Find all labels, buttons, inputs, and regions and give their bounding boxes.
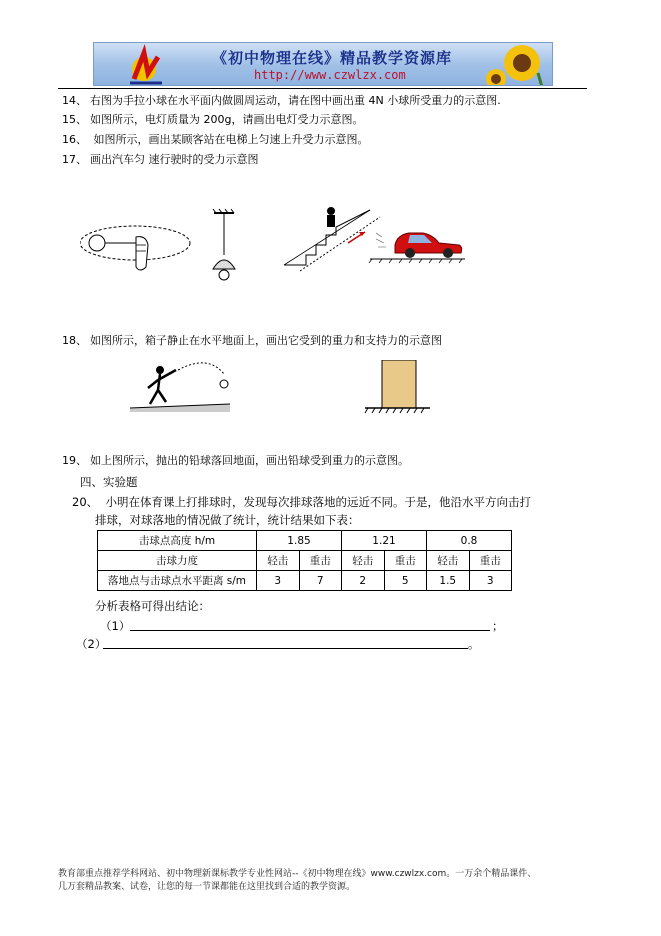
conclusion-2-answer-line[interactable] bbox=[103, 648, 468, 649]
table-cell: 1.21 bbox=[342, 531, 427, 551]
table-cell: 3 bbox=[257, 571, 300, 591]
table-cell: 5 bbox=[384, 571, 427, 591]
hanging-lamp-figure bbox=[213, 209, 235, 280]
shot-put-figure bbox=[130, 363, 230, 412]
header-rule bbox=[58, 88, 587, 89]
footer-line-1: 教育部重点推荐学科网站、初中物理新课标教学专业性网站--《初中物理在线》www.czwlzx.com。一万余个精品课件、 bbox=[58, 869, 537, 879]
table-cell: 0.8 bbox=[427, 531, 512, 551]
table-row bbox=[98, 571, 512, 591]
question-number: 14、 bbox=[62, 94, 87, 107]
conclusion-1-end: ； bbox=[492, 619, 504, 633]
question-number: 20、 bbox=[72, 495, 99, 509]
question-17 bbox=[62, 153, 259, 167]
question-number: 15、 bbox=[62, 113, 87, 126]
table-cell: 轻击 bbox=[342, 551, 385, 571]
escalator-figure bbox=[284, 207, 380, 271]
section-title: 四、实验题 bbox=[80, 475, 138, 489]
conclusion-1-answer-line[interactable] bbox=[130, 630, 490, 631]
header-banner bbox=[93, 42, 553, 86]
table-cell: 1.5 bbox=[427, 571, 470, 591]
experiment-line-2: 排球，对球落地的情况做了统计，统计结果如下表： bbox=[95, 513, 360, 527]
car-figure bbox=[369, 233, 465, 263]
table-cell: 重击 bbox=[299, 551, 342, 571]
table-row bbox=[98, 551, 512, 571]
experiment-line-1 bbox=[72, 494, 531, 510]
table-cell: 2 bbox=[342, 571, 385, 591]
question-number: 19、 bbox=[62, 454, 87, 467]
question-14 bbox=[62, 94, 501, 108]
table-cell: 落地点与击球点水平距离 s/m bbox=[98, 571, 257, 591]
question-19 bbox=[62, 454, 409, 468]
box-on-ground-figure bbox=[365, 360, 430, 413]
experiment-table bbox=[97, 530, 512, 591]
figures-row-1 bbox=[80, 205, 480, 295]
figures-row-2 bbox=[120, 360, 430, 420]
table-row bbox=[98, 531, 512, 551]
table-cell: 击球点高度 h/m bbox=[98, 531, 257, 551]
question-text: 如图所示，箱子静止在水平地面上，画出它受到的重力和支持力的示意图 bbox=[90, 334, 442, 347]
site-logo-icon bbox=[122, 43, 182, 86]
sunflower-icon bbox=[482, 43, 552, 86]
question-text: 如图所示，电灯质量为 200g，请画出电灯受力示意图。 bbox=[90, 113, 364, 126]
question-18 bbox=[62, 334, 442, 348]
banner-title: 《初中物理在线》精品教学资源库 bbox=[212, 49, 453, 67]
table-cell: 1.85 bbox=[257, 531, 342, 551]
table-cell: 7 bbox=[299, 571, 342, 591]
question-text: 如上图所示，抛出的铅球落回地面，画出铅球受到重力的示意图。 bbox=[90, 454, 409, 467]
question-16 bbox=[62, 133, 369, 147]
question-text: 如图所示，画出某顾客站在电梯上匀速上升受力示意图。 bbox=[90, 133, 369, 146]
question-text: 右图为手拉小球在水平面内做圆周运动，请在图中画出重 4N 小球所受重力的示意图. bbox=[90, 94, 501, 107]
question-15 bbox=[62, 113, 363, 127]
table-cell: 重击 bbox=[384, 551, 427, 571]
table-cell: 重击 bbox=[469, 551, 512, 571]
experiment-text: 小明在体育课上打排球时，发现每次排球落地的远近不同。于是，他沿水平方向击打 bbox=[105, 495, 531, 509]
conclusion-1-label: （1） bbox=[100, 619, 131, 633]
circular-motion-figure bbox=[80, 226, 190, 270]
banner-url[interactable]: http://www.czwlzx.com bbox=[254, 68, 406, 82]
table-cell: 轻击 bbox=[257, 551, 300, 571]
question-number: 16、 bbox=[62, 133, 87, 146]
table-cell: 轻击 bbox=[427, 551, 470, 571]
table-cell: 3 bbox=[469, 571, 512, 591]
conclusion-label: 分析表格可得出结论： bbox=[95, 599, 210, 613]
footer-line-2: 几万套精品教案、试卷，让您的每一节课都能在这里找到合适的教学资源。 bbox=[58, 882, 356, 892]
conclusion-2-end: 。 bbox=[468, 637, 480, 651]
question-text: 画出汽车匀 速行驶时的受力示意图 bbox=[90, 153, 259, 166]
question-number: 18、 bbox=[62, 334, 87, 347]
table-cell: 击球力度 bbox=[98, 551, 257, 571]
conclusion-2-label: （2） bbox=[76, 637, 107, 651]
question-number: 17、 bbox=[62, 153, 87, 166]
